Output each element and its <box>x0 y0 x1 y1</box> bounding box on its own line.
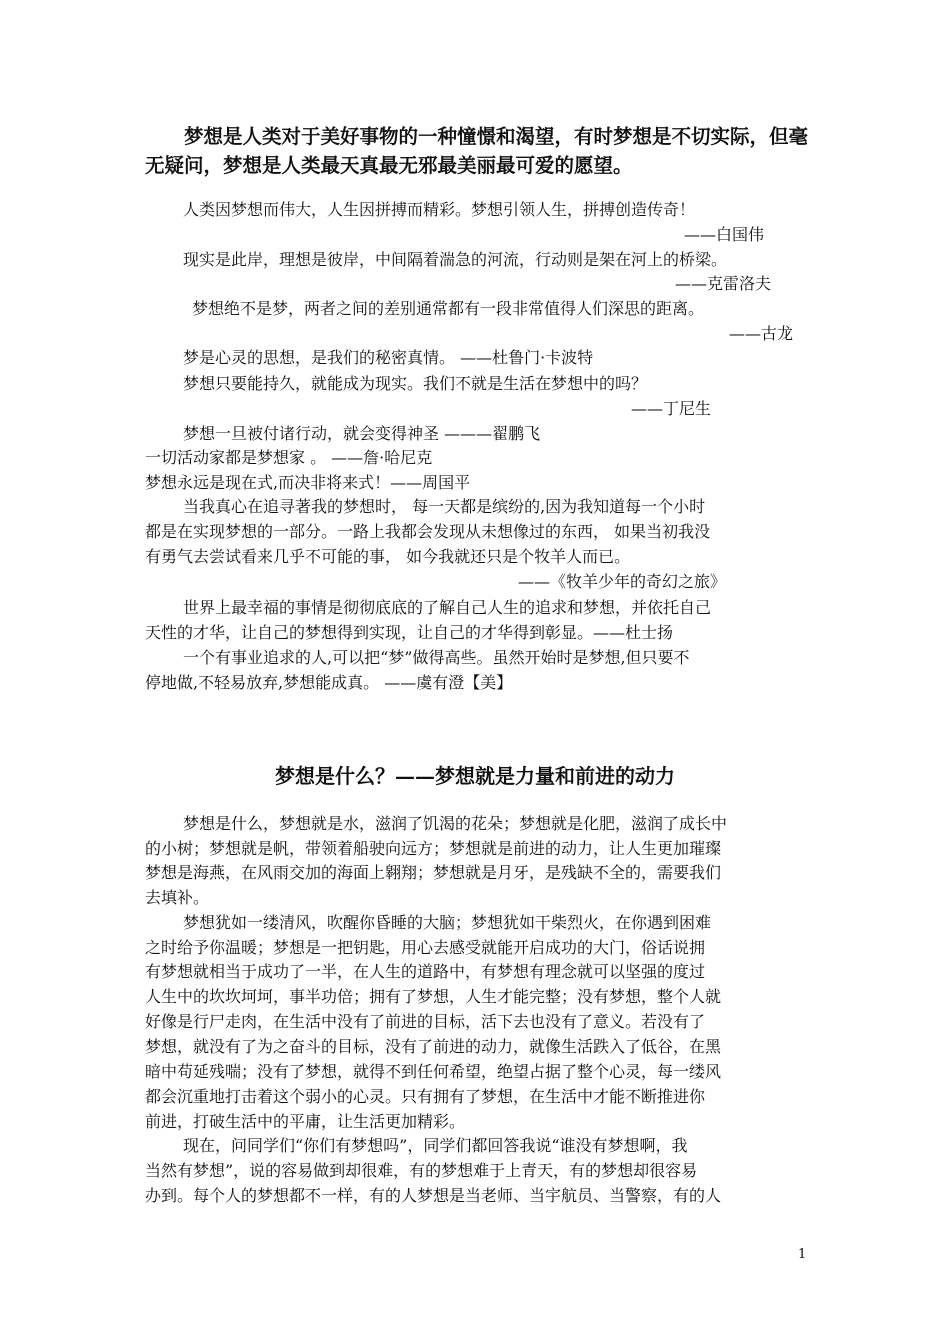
quote-line: 一个有事业追求的人,可以把“梦”做得高些。虽然开始时是梦想,但只要不 <box>183 648 690 667</box>
essay-line: 之时给予你温暖；梦想是一把钥匙，用心去感受就能开启成功的大门，俗话说拥 <box>145 938 706 957</box>
quote-line: 一切活动家都是梦想家 。 ——詹·哈尼克 <box>145 448 433 467</box>
quote-line: 梦想只要能持久，就能成为现实。我们不就是生活在梦想中的吗？ <box>183 374 648 393</box>
essay-line: 有梦想就相当于成功了一半，在人生的道路中，有梦想有理念就可以坚强的度过 <box>145 962 706 981</box>
quote-line: 天性的才华，让自己的梦想得到实现，让自己的才华得到彰显。——杜士扬 <box>145 623 674 642</box>
quote-line: 有勇气去尝试看来几乎不可能的事， 如今我就还只是个牧羊人而已。 <box>145 547 631 566</box>
quote-author: ——克雷洛夫 <box>675 274 772 293</box>
essay-line: 梦想是什么，梦想就是水，滋润了饥渴的花朵；梦想就是化肥，滋润了成长中 <box>183 814 728 833</box>
quote-line: 现实是此岸，理想是彼岸，中间隔着湍急的河流，行动则是架在河上的桥梁。 <box>183 250 728 269</box>
quote-line: 当我真心在追寻著我的梦想时， 每一天都是缤纷的,因为我知道每一个小时 <box>183 497 706 516</box>
quote-line: 梦想永远是现在式,而决非将来式！——周国平 <box>145 473 471 492</box>
essay-line: 现在，问同学们“你们有梦想吗”，同学们都回答我说“谁没有梦想啊，我 <box>183 1136 688 1155</box>
quote-author: ——古龙 <box>729 324 794 343</box>
quote-author: ——丁尼生 <box>631 399 712 418</box>
essay-line: 办到。每个人的梦想都不一样，有的人梦想是当老师、当宇航员、当警察，有的人 <box>145 1186 722 1205</box>
quote-author: ——白国伟 <box>684 225 765 244</box>
essay-line: 人生中的坎坎坷坷，事半功倍；拥有了梦想，人生才能完整；没有梦想，整个人就 <box>145 987 722 1006</box>
page-number: 1 <box>798 1247 807 1262</box>
essay-line: 的小树；梦想就是帆，带领着船驶向远方；梦想就是前进的动力，让人生更加璀璨 <box>145 839 722 858</box>
quote-line: 世界上最幸福的事情是彻彻底底的了解自己人生的追求和梦想，并依托自己 <box>183 598 712 617</box>
essay-line: 梦想犹如一缕清风，吹醒你昏睡的大脑；梦想犹如干柴烈火，在你遇到困难 <box>183 913 712 932</box>
quote-line: 停地做,不轻易放弃,梦想能成真。 ——虞有澄【美】 <box>145 673 513 692</box>
essay-line: 都会沉重地打击着这个弱小的心灵。只有拥有了梦想，在生活中才能不断推进你 <box>145 1087 706 1106</box>
essay-line: 梦想是海燕，在风雨交加的海面上翱翔；梦想就是月牙，是残缺不全的，需要我们 <box>145 863 722 882</box>
quote-author: ——《牧羊少年的奇幻之旅》 <box>518 572 727 591</box>
quote-line: 人类因梦想而伟大，人生因拼搏而精彩。梦想引领人生，拼搏创造传奇！ <box>183 200 696 219</box>
essay-line: 好像是行尸走肉，在生活中没有了前进的目标，活下去也没有了意义。若没有了 <box>145 1012 706 1031</box>
quote-line: 都是在实现梦想的一部分。一路上我都会发现从未想像过的东西， 如果当初我没 <box>145 522 711 541</box>
quote-line: 梦想绝不是梦，两者之间的差别通常都有一段非常值得人们深思的距离。 <box>192 299 705 318</box>
essay-line: 梦想，就没有了为之奋斗的目标，没有了前进的动力，就像生活跌入了低谷，在黑 <box>145 1037 722 1056</box>
essay-line: 去填补。 <box>145 888 210 907</box>
essay-line: 前进，打破生活中的平庸，让生活更加精彩。 <box>145 1112 466 1131</box>
essay-line: 当然有梦想”，说的容易做到却很难，有的梦想难于上青天，有的梦想却很容易 <box>145 1161 698 1180</box>
intro-paragraph: 梦想是人类对于美好事物的一种憧憬和渴望，有时梦想是不切实际，但毫无疑问，梦想是人类最天真最无邪最美丽最可爱的愿望。 <box>145 125 809 177</box>
quote-line: 梦是心灵的思想，是我们的秘密真情。 ——杜鲁门·卡波特 <box>183 348 594 367</box>
section-heading: 梦想是什么？——梦想就是力量和前进的动力 <box>275 764 675 788</box>
essay-line: 暗中苟延残喘；没有了梦想，就得不到任何希望，绝望占据了整个心灵，每一缕风 <box>145 1062 722 1081</box>
quote-line: 梦想一旦被付诸行动，就会变得神圣 ———翟鹏飞 <box>183 424 541 443</box>
